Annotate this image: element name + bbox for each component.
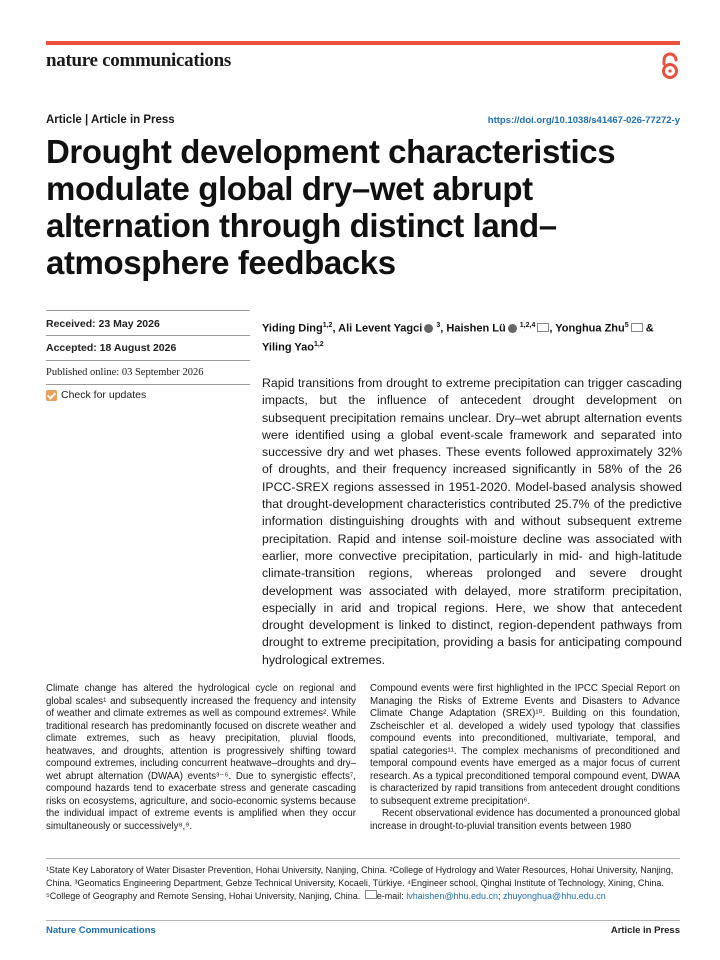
author-affiliation-mark: 1,2,4: [519, 322, 536, 329]
article-type: Article | Article in Press: [46, 114, 175, 126]
email-prefix: e-mail:: [376, 891, 404, 902]
check-updates-icon: [46, 390, 57, 401]
body-paragraph: Climate change has altered the hydrological cycle on regional and global scales¹ and subsequently increased the frequency and intensity of weather and climate extremes as well as compound extremes². While traditional research has predominantly focused on discrete weather and climate extremes, such as heavy precipitation, pluvial floods, heatwaves, and droughts, attention is progressively shifting toward compound extremes, including concurrent heatwave–droughts and dry–wet abrupt alternation (DWAA) events³⁻⁶. Due to synergistic effects⁷, compound hazards tend to exacerbate stress and generate cascading risks on ecosystems, agriculture, and socio-economic systems because the individual impact of extreme events is amplified when they occur simultaneously or successively⁸,⁹.: [46, 683, 356, 832]
journal-name: nature communications: [46, 50, 231, 71]
published-date: Published online: 03 September 2026: [46, 367, 204, 378]
footer-divider: [46, 920, 680, 921]
email-link[interactable]: lvhaishen@hhu.edu.cn: [406, 891, 498, 902]
affiliations-footnote: ¹State Key Laboratory of Water Disaster Prevention, Hohai University, Nanjing, China. ²College of Hydrology and Water Resources, Hohai University, Nanjing, China. ³Geomatics Engineering Department, Gebze Technical University, Kocaeli, Türkiye. ⁴Engineer school, Qinghai Institute of Technology, Xining, China. ⁵College of Geography and Remote Sensing, Hohai University, Nanjing, China. e-mail: lvhaishen@hhu.edu.cn; zhuyonghua@hhu.edu.cn: [46, 865, 674, 902]
author-name[interactable]: Haishen Lü: [446, 322, 506, 335]
header-accent-bar: [46, 41, 680, 45]
author-name[interactable]: Ali Levent Yagci: [338, 322, 423, 335]
author-name[interactable]: Yonghua Zhu: [555, 322, 625, 335]
received-date: Received: 23 May 2026: [46, 318, 160, 330]
footer-journal: Nature Communications: [46, 925, 156, 936]
open-access-icon: [659, 52, 681, 80]
body-paragraph: Recent observational evidence has documented a pronounced global increase in drought-to-pluvial transition events between 1980: [370, 808, 680, 832]
email-icon[interactable]: [537, 323, 549, 332]
doi-link[interactable]: https://doi.org/10.1038/s41467-026-77272-y: [487, 115, 680, 126]
email-link[interactable]: zhuyonghua@hhu.edu.cn: [503, 891, 606, 902]
divider: [46, 310, 250, 311]
footer-status: Article in Press: [610, 925, 680, 936]
email-icon: [365, 890, 377, 899]
email-icon[interactable]: [631, 323, 643, 332]
author-affiliation-mark: 1,2: [322, 322, 333, 329]
author-list: Yiding Ding$^{1,2}$, Ali Levent Yagci $^3$, Haishen Lü $^{1,2,4}$ , Yonghua Zhu$^5$ & Yiling Yao$^{1,2}$: [262, 322, 654, 354]
footnote-divider: [46, 858, 680, 859]
author-affiliation-mark: 1,2: [313, 340, 324, 348]
affiliations-text: ¹State Key Laboratory of Water Disaster Prevention, Hohai University, Nanjing, China. ²College of Hydrology and Water Resources, Hohai University, Nanjing, China. ³Geomatics Engineering Department, Gebze Technical University, Kocaeli, Türkiye. ⁴Engineer school, Qinghai Institute of Technology, Xining, China. ⁵College of Geography and Remote Sensing, Hohai University, Nanjing, China.: [46, 865, 674, 902]
body-column-left: [46, 683, 356, 833]
article-title: Drought development characteristics modulate global dry–wet abrupt alternation through distinct land–atmosphere feedbacks: [46, 133, 616, 281]
author-affiliation-mark: 3: [436, 322, 441, 329]
check-updates-label: Check for updates: [61, 389, 147, 401]
author-affiliation-mark: 5: [624, 322, 629, 329]
divider: [46, 384, 250, 385]
divider: [46, 335, 250, 336]
check-for-updates-button[interactable]: [46, 389, 146, 401]
accepted-date: Accepted: 18 August 2026: [46, 342, 177, 354]
orcid-icon[interactable]: [508, 324, 517, 333]
author-name[interactable]: Yiding Ding: [262, 322, 323, 335]
body-paragraph: Compound events were first highlighted in the IPCC Special Report on Managing the Risks of Extreme Events and Disasters to Advance Climate Change Adaptation (SREX)¹⁰. Building on this foundation, Zscheischler et al. developed a widely used typology that classifies compound events into preconditioned, multivariate, temporal, and spatial categories¹¹. The complex mechanisms of preconditioned and temporal compound events have emerged as a major focus of current research. As a typical preconditioned temporal compound event, DWAA is characterized by rapid transitions from antecedent drought conditions to subsequent extreme precipitation⁶.: [370, 683, 680, 807]
abstract: Rapid transitions from drought to extreme precipitation can trigger cascading impacts, but the influence of antecedent drought development on subsequent precipitation remains unclear. Dry–wet abrupt alternation events were identified using a global event-scale framework and separated into successive dry and wet phases. These events followed approximately 32% of droughts, and their frequency increased significantly in 58% of the 26 IPCC-SREX regions assessed in 1951-2020. Model-based analysis showed that drought-development characteristics contributed 25.7% of the predictive information distinguishing droughts with and without subsequent extreme precipitation. Rapid and intense soil-moisture decline was associated with earlier, more convective precipitation, particularly in mid- and high-latitude climate-transition regions, whereas prolonged and severe drought development was associated with delayed, more stratiform precipitation, especially in arid and tropical regions. Here, we show that antecedent drought development is linked to distinct, region-dependent pathways from drought to extreme precipitation, providing a basis for anticipating compound hydrological extremes.: [262, 376, 682, 667]
orcid-icon[interactable]: [424, 324, 433, 333]
body-column-right: [370, 683, 680, 833]
author-name[interactable]: Yiling Yao: [262, 341, 314, 354]
divider: [46, 360, 250, 361]
